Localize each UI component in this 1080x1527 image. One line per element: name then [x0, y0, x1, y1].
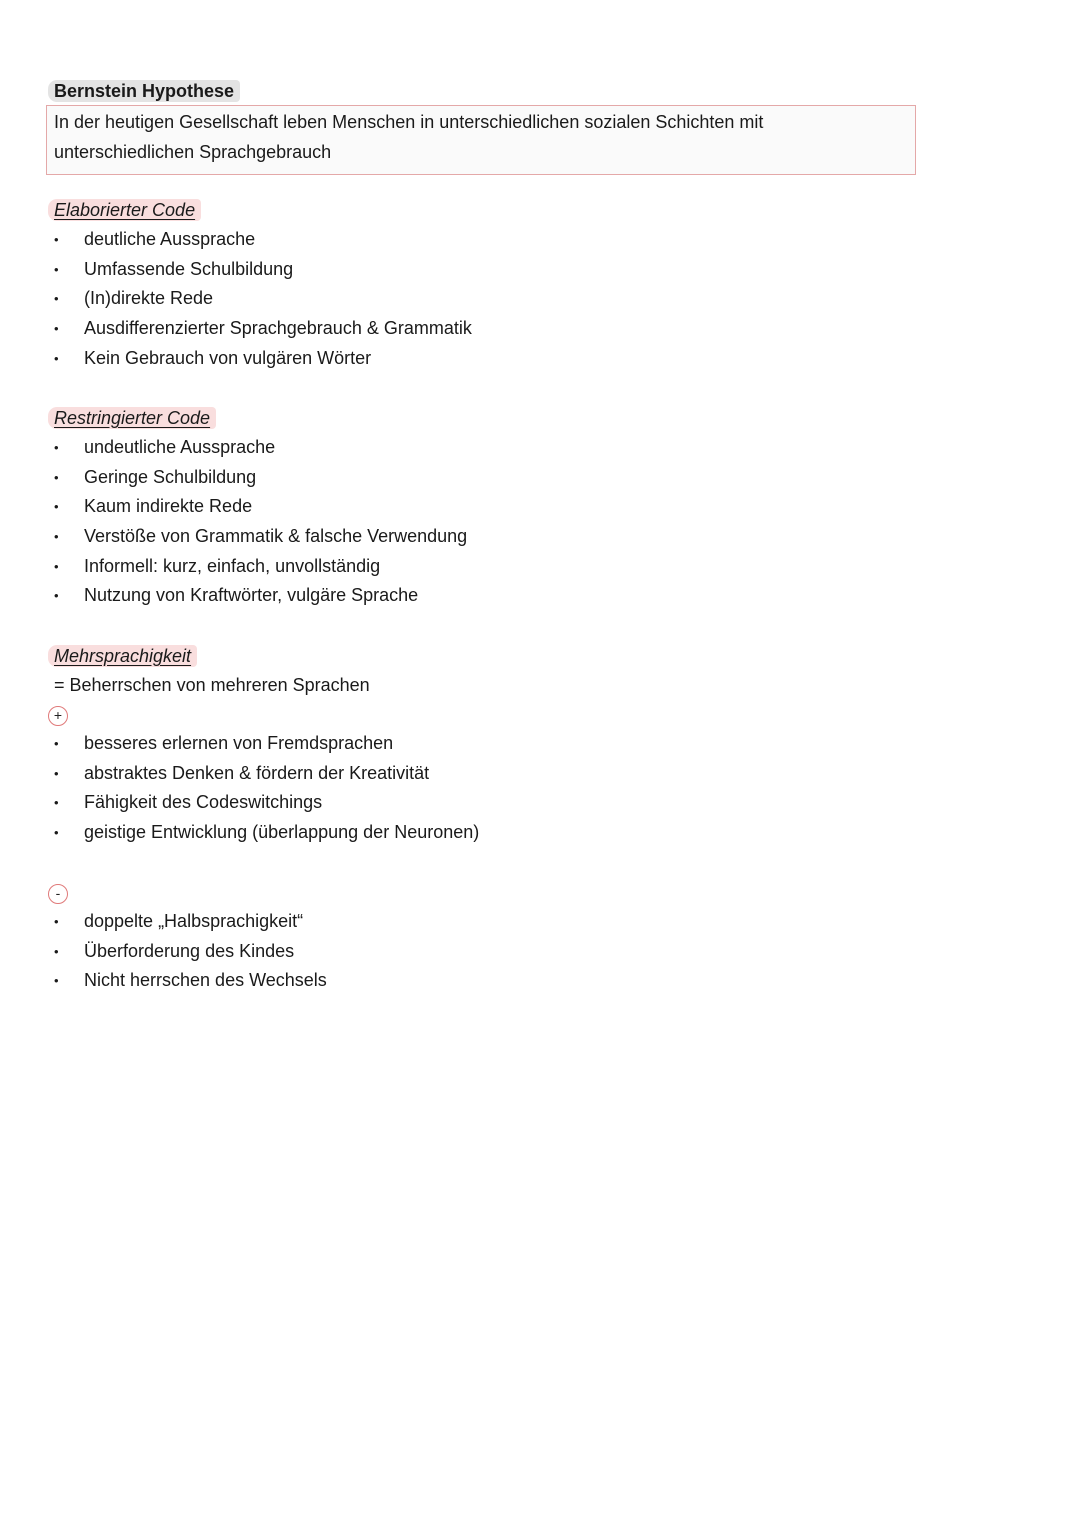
list-item: • besseres erlernen von Fremdsprachen	[54, 729, 479, 759]
list-item: • undeutliche Aussprache	[54, 433, 467, 463]
section-title-elaborated: Elaborierter Code	[48, 199, 201, 221]
list-item: • deutliche Aussprache	[54, 225, 472, 255]
list-item: • Überforderung des Kindes	[54, 937, 327, 967]
list-item: • doppelte „Halbsprachigkeit“	[54, 907, 327, 937]
list-item: • Verstöße von Grammatik & falsche Verwendung	[54, 522, 467, 552]
list-item: • Nicht herrschen des Wechsels	[54, 966, 327, 996]
list-item: • Kein Gebrauch von vulgären Wörter	[54, 344, 472, 374]
main-title: Bernstein Hypothese	[48, 80, 240, 102]
list-pros	[54, 729, 479, 848]
list-item: • Ausdifferenzierter Sprachgebrauch & Grammatik	[54, 314, 472, 344]
list-elaborated	[54, 225, 472, 373]
minus-circle-icon: -	[48, 884, 68, 904]
list-item: • Fähigkeit des Codeswitchings	[54, 788, 479, 818]
section-title-restricted: Restringierter Code	[48, 407, 216, 429]
list-item: • Kaum indirekte Rede	[54, 492, 467, 522]
list-item: • (In)direkte Rede	[54, 284, 472, 314]
list-item: • Geringe Schulbildung	[54, 463, 467, 493]
multilingual-definition: = Beherrschen von mehreren Sprachen	[54, 675, 370, 695]
list-item: • geistige Entwicklung (überlappung der Neuronen)	[54, 818, 479, 848]
list-cons	[54, 907, 327, 996]
section-title-multilingual: Mehrsprachigkeit	[48, 645, 197, 667]
list-item: • Umfassende Schulbildung	[54, 255, 472, 285]
list-item: • Informell: kurz, einfach, unvollständig	[54, 552, 467, 582]
list-item: • Nutzung von Kraftwörter, vulgäre Sprache	[54, 581, 467, 611]
definition-box: In der heutigen Gesellschaft leben Menschen in unterschiedlichen sozialen Schichten mit unterschiedlichen Sprachgebrauch	[46, 105, 916, 175]
list-restricted	[54, 433, 467, 611]
plus-circle-icon: +	[48, 706, 68, 726]
list-item: • abstraktes Denken & fördern der Kreativität	[54, 759, 479, 789]
